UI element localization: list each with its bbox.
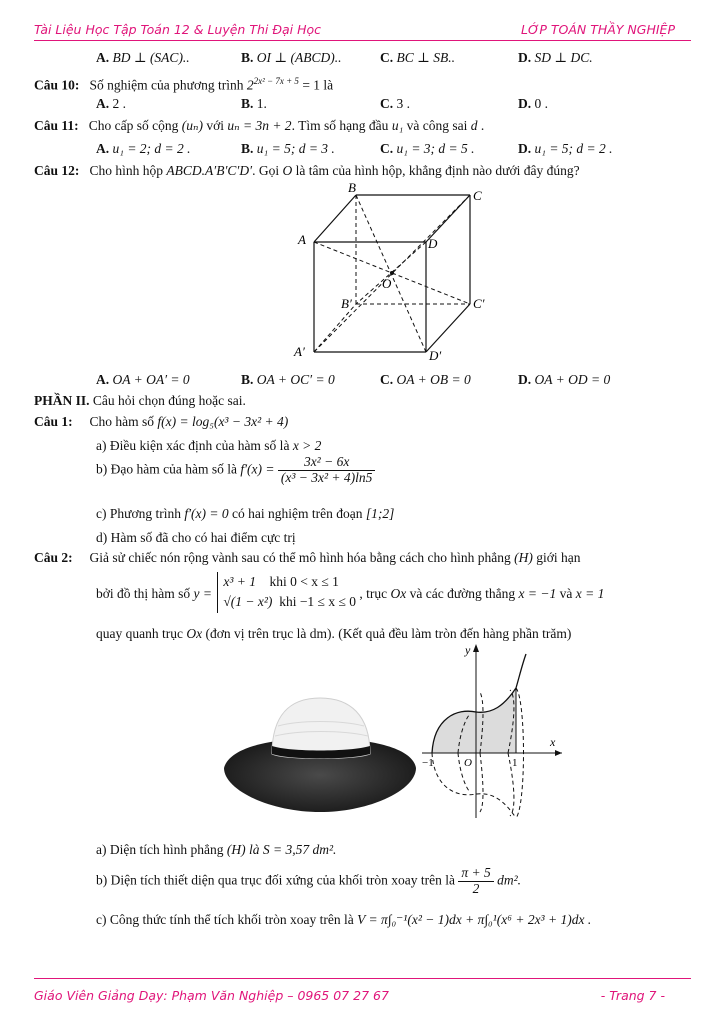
label-d: D [428,236,438,251]
q11-stem: Câu 11: Cho cấp số cộng (uₙ) với uₙ = 3n + 2. Tìm số hạng đầu u₁ và công sai d . [34,118,485,133]
p1-statement-b: b) Đạo hàm của hàm số là f′(x) = $\frac{\text{3x² − 6x}}{\text{(x³ − 3x² + 4)ln5}}$ [96,455,375,486]
label-a2: A′ [294,344,305,359]
q10-option-b: B. 1. [241,96,267,111]
p1-statement-d: d) Hàm số đã cho có hai điểm cực trị [96,530,296,545]
q9-option-b: B. OI ⊥ (ABCD).. [241,50,342,65]
hat-illustration [220,690,420,820]
q11-option-d: D. u₁ = 5; d = 2 . [518,141,613,156]
p2-statement-c: c) Công thức tính thể tích khối tròn xoay trên là V = π∫₀⁻¹(x² − 1)dx + π∫₀¹(x⁶ + 2x³ + 1)dx . [96,912,592,927]
q10-option-d: D. 0 . [518,96,548,111]
label-d2: D′ [429,348,442,363]
p1-statement-c: c) Phương trình f′(x) = 0 có hai nghiệm trên đoạn [1;2] [96,506,395,521]
label-o: O [382,276,392,291]
q12-option-a: A. OA + OA′ = 0 [96,372,190,387]
q10-option-a: A. 2 . [96,96,126,111]
p2-line1: Câu 2: Giả sử chiếc nón rộng vành sau có thể mô hình hóa bằng cách cho hình phẳng (H) giới hạn [34,550,581,565]
graph-x-label: x [550,735,556,749]
graph-origin: O [464,757,472,769]
p1-statement-a: a) Điều kiện xác định của hàm số là x > 2 [96,438,322,453]
q12-option-b: B. OA + OC′ = 0 [241,372,335,387]
q9-option-d: D. SD ⊥ DC. [518,50,593,65]
graph-tick-1: 1 [512,757,518,769]
curve-cubic [476,654,526,712]
curve-mirror [432,753,516,818]
p2-statement-a: a) Diện tích hình phẳng (H) là S = 3,57 dm². [96,842,337,857]
parallelepiped-figure [290,182,500,364]
header-right: LỚP TOÁN THẦY NGHIỆP [521,22,675,37]
edge-d2c2 [426,304,470,352]
label-c2: C′ [473,296,485,311]
q12-option-d: D. OA + OD = 0 [518,372,611,387]
edge-ab [314,195,356,242]
center-o [390,271,394,275]
q9-option-a: A. BD ⊥ (SAC).. [96,50,190,65]
p2-line2: bởi đồ thị hàm số y = x³ + 1 khi 0 < x ≤ 1 √(1 − x²) khi −1 ≤ x ≤ 0 , trục Ox và các đường thẳng x = −1 và x = 1 [96,572,604,613]
p2-statement-b: b) Diện tích thiết diện qua trục đối xứng của khối tròn xoay trên là $\frac{\pi + 5}{2}$ dm². [96,865,522,896]
q11-option-c: C. u₁ = 3; d = 5 . [380,141,475,156]
region-h-graph [422,640,572,820]
footer-left: Giáo Viên Giảng Dạy: Phạm Văn Nghiệp – 0965 07 27 67 [34,988,389,1003]
graph-tick-m1: −1 [422,757,434,769]
label-b: B [348,182,356,195]
q9-option-c: C. BC ⊥ SB.. [380,50,455,65]
p2-line3: quay quanh trục Ox (đơn vị trên trục là dm). (Kết quả đều làm tròn đến hàng phần trăm) [96,626,572,641]
q10-stem: Câu 10: Số nghiệm của phương trình $2^{2x^2 - 7x + 5} = 1$ là [34,76,334,93]
q11-option-a: A. u₁ = 2; d = 2 . [96,141,191,156]
footer-rule [34,978,691,979]
part2-heading: PHẦN II. Câu hỏi chọn đúng hoặc sai. [34,393,246,408]
q11-option-b: B. u₁ = 5; d = 3 . [241,141,335,156]
p1-stem: Câu 1: Cho hàm số f(x) = log₅(x³ − 3x² + 4) [34,414,289,429]
label-c: C [473,188,482,203]
q10-option-c: C. 3 . [380,96,410,111]
label-a: A [298,232,306,247]
footer-right: - Trang 7 - [600,988,665,1003]
q12-option-c: C. OA + OB = 0 [380,372,471,387]
header-rule [34,40,691,41]
label-b2: B′ [341,296,352,311]
q12-stem: Câu 12: Cho hình hộp ABCD.A′B′C′D′. Gọi O là tâm của hình hộp, khẳng định nào dưới đây đúng? [34,163,580,178]
edge-a2b2 [314,304,356,352]
graph-y-label: y [465,643,471,657]
header-left: Tài Liệu Học Tập Toán 12 & Luyện Thi Đại Học [34,22,322,37]
